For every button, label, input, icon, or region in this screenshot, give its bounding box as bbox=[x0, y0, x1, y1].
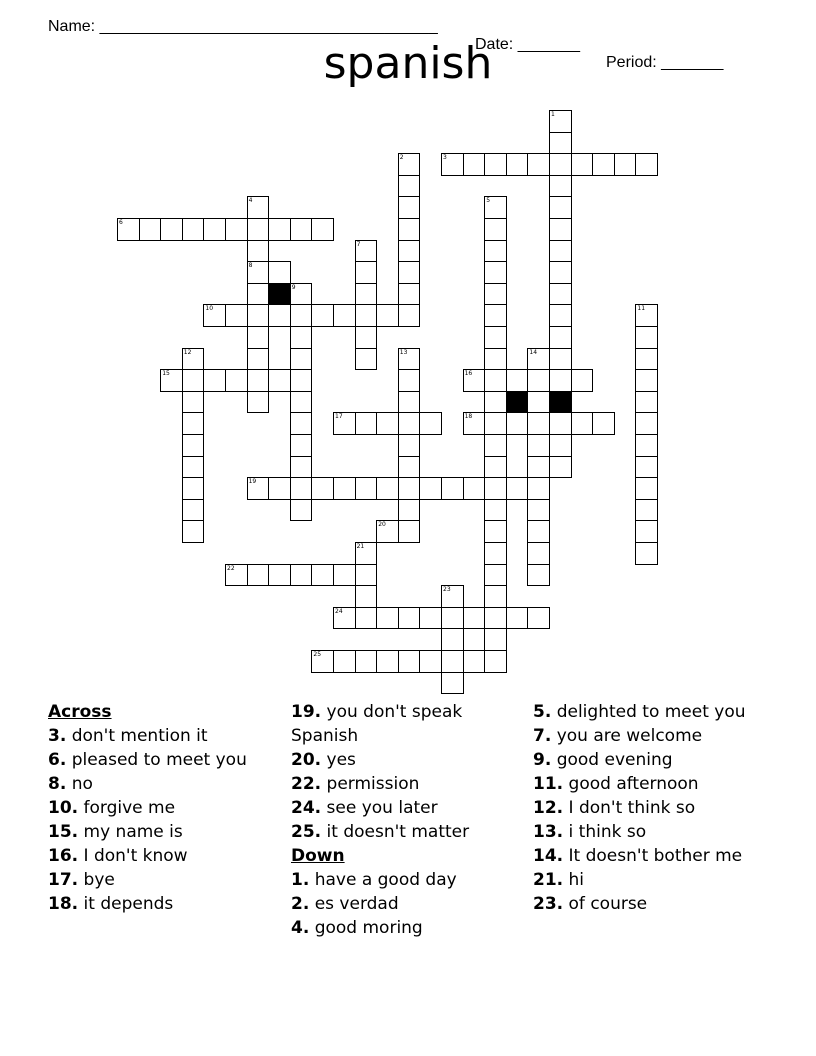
clue-number-label: 7 bbox=[356, 240, 361, 248]
grid-cell[interactable] bbox=[376, 304, 399, 327]
clue-text: no bbox=[66, 774, 93, 794]
clue-text: hi bbox=[563, 870, 585, 890]
grid-cell[interactable] bbox=[247, 240, 270, 263]
grid-cell[interactable] bbox=[247, 369, 270, 392]
grid-cell[interactable] bbox=[268, 261, 291, 284]
grid-cell[interactable] bbox=[376, 477, 399, 500]
clues-column-1 bbox=[48, 700, 278, 916]
grid-cell[interactable] bbox=[549, 153, 572, 176]
grid-cell[interactable] bbox=[203, 218, 226, 241]
clue-item bbox=[291, 796, 526, 820]
clue-item bbox=[291, 868, 526, 892]
grid-cell[interactable] bbox=[484, 499, 507, 522]
grid-cell[interactable] bbox=[441, 672, 464, 695]
clue-text: forgive me bbox=[78, 798, 176, 818]
clue-number: 17. bbox=[48, 870, 79, 890]
grid-cell[interactable] bbox=[333, 564, 356, 587]
clue-text: I don't think so bbox=[563, 798, 696, 818]
clue-number-label: 18 bbox=[464, 413, 473, 421]
grid-cell[interactable] bbox=[247, 326, 270, 349]
grid-cell[interactable] bbox=[484, 477, 507, 500]
period-field-label: Period: _______ bbox=[606, 54, 724, 71]
clue-number-label: 1 bbox=[551, 111, 555, 118]
date-field-label: Date: _______ bbox=[475, 36, 580, 53]
clue-text: good evening bbox=[551, 750, 673, 770]
grid-cell[interactable] bbox=[398, 369, 421, 392]
grid-cell[interactable] bbox=[355, 348, 378, 371]
grid-cell[interactable] bbox=[463, 650, 486, 673]
grid-cell[interactable] bbox=[182, 477, 205, 500]
clue-text: bye bbox=[78, 870, 115, 890]
clue-text: permission bbox=[321, 774, 420, 794]
clue-number-label: 13 bbox=[399, 348, 408, 356]
grid-cell[interactable] bbox=[484, 607, 507, 630]
grid-cell[interactable] bbox=[635, 434, 658, 457]
clue-number-label: 25 bbox=[313, 651, 322, 658]
grid-cell[interactable] bbox=[527, 434, 550, 457]
clue-item bbox=[48, 796, 278, 820]
grid-cell[interactable] bbox=[506, 412, 529, 435]
grid-cell[interactable] bbox=[549, 412, 572, 435]
clue-text: it depends bbox=[78, 894, 174, 914]
grid-cell[interactable] bbox=[635, 369, 658, 392]
clue-item bbox=[533, 868, 773, 892]
clue-text: pleased to meet you bbox=[66, 750, 247, 770]
clue-item bbox=[291, 916, 526, 940]
grid-cell[interactable] bbox=[139, 218, 162, 241]
grid-cell[interactable] bbox=[484, 240, 507, 263]
grid-cell[interactable] bbox=[549, 348, 572, 371]
grid-cell[interactable] bbox=[484, 391, 507, 414]
clue-number: 6. bbox=[48, 750, 67, 770]
grid-cell[interactable] bbox=[527, 477, 550, 500]
grid-cell[interactable] bbox=[333, 477, 356, 500]
clue-number: 21. bbox=[533, 870, 564, 890]
grid-cell[interactable] bbox=[398, 391, 421, 414]
black-square bbox=[549, 391, 572, 414]
clue-item bbox=[533, 892, 773, 916]
clue-number-label: 8 bbox=[248, 262, 253, 270]
clue-item bbox=[291, 700, 526, 748]
clue-number: 12. bbox=[533, 798, 564, 818]
grid-cell[interactable] bbox=[268, 477, 291, 500]
grid-cell[interactable] bbox=[290, 412, 313, 435]
clue-number-label: 22 bbox=[227, 564, 235, 572]
clue-number-label: 3 bbox=[443, 154, 447, 162]
clue-text: of course bbox=[563, 894, 648, 914]
grid-cell[interactable] bbox=[484, 520, 507, 543]
grid-cell[interactable] bbox=[484, 218, 507, 241]
grid-cell[interactable] bbox=[333, 650, 356, 673]
grid-cell[interactable] bbox=[355, 650, 378, 673]
grid-cell[interactable] bbox=[376, 607, 399, 630]
clue-item bbox=[291, 892, 526, 916]
grid-cell[interactable] bbox=[527, 153, 550, 176]
grid-cell[interactable] bbox=[290, 304, 313, 327]
grid-cell[interactable] bbox=[527, 564, 550, 587]
grid-cell[interactable] bbox=[398, 499, 421, 522]
grid-cell[interactable] bbox=[506, 369, 529, 392]
grid-cell[interactable] bbox=[182, 369, 205, 392]
grid-cell[interactable] bbox=[463, 477, 486, 500]
grid-cell[interactable] bbox=[398, 477, 421, 500]
clue-number: 1. bbox=[291, 870, 310, 890]
grid-cell[interactable] bbox=[247, 304, 270, 327]
grid-cell[interactable] bbox=[527, 391, 550, 414]
clue-item bbox=[533, 748, 773, 772]
grid-cell[interactable] bbox=[635, 391, 658, 414]
grid-cell[interactable] bbox=[549, 304, 572, 327]
grid-cell[interactable] bbox=[311, 218, 334, 241]
grid-cell[interactable] bbox=[635, 477, 658, 500]
grid-cell[interactable] bbox=[290, 477, 313, 500]
grid-cell[interactable] bbox=[549, 283, 572, 306]
grid-cell[interactable] bbox=[333, 304, 356, 327]
grid-cell[interactable] bbox=[247, 218, 270, 241]
grid-cell[interactable] bbox=[290, 348, 313, 371]
down-heading: Down bbox=[291, 846, 345, 866]
grid-cell[interactable] bbox=[484, 542, 507, 565]
grid-cell[interactable] bbox=[290, 218, 313, 241]
grid-cell[interactable] bbox=[182, 434, 205, 457]
clue-item bbox=[48, 868, 278, 892]
clue-number: 25. bbox=[291, 822, 322, 842]
clue-number: 11. bbox=[533, 774, 564, 794]
grid-cell[interactable] bbox=[247, 348, 270, 371]
clue-text: have a good day bbox=[309, 870, 457, 890]
grid-cell[interactable] bbox=[549, 456, 572, 479]
grid-cell[interactable] bbox=[398, 240, 421, 263]
page-title: spanish bbox=[323, 38, 493, 89]
grid-cell[interactable] bbox=[419, 477, 442, 500]
clue-number: 19. bbox=[291, 702, 322, 722]
grid-cell[interactable] bbox=[419, 607, 442, 630]
grid-cell[interactable] bbox=[398, 218, 421, 241]
grid-cell[interactable] bbox=[398, 412, 421, 435]
clue-number: 3. bbox=[48, 726, 67, 746]
grid-cell[interactable] bbox=[225, 218, 248, 241]
clue-text: you are welcome bbox=[551, 726, 703, 746]
clue-number-label: 15 bbox=[162, 370, 170, 378]
clue-text: see you later bbox=[321, 798, 438, 818]
grid-cell[interactable] bbox=[398, 283, 421, 306]
grid-cell[interactable] bbox=[398, 304, 421, 327]
grid-cell[interactable] bbox=[398, 434, 421, 457]
grid-cell[interactable] bbox=[571, 412, 594, 435]
grid-cell[interactable] bbox=[311, 564, 334, 587]
grid-cell[interactable] bbox=[419, 412, 442, 435]
grid-cell[interactable] bbox=[355, 283, 378, 306]
clue-item bbox=[48, 724, 278, 748]
clue-item bbox=[48, 748, 278, 772]
grid-cell[interactable] bbox=[549, 261, 572, 284]
grid-cell[interactable] bbox=[484, 369, 507, 392]
clue-text: It doesn't bother me bbox=[563, 846, 743, 866]
clue-item bbox=[533, 772, 773, 796]
grid-cell[interactable] bbox=[355, 585, 378, 608]
grid-cell[interactable] bbox=[441, 607, 464, 630]
clue-number-label: 16 bbox=[464, 370, 473, 378]
grid-cell[interactable] bbox=[398, 261, 421, 284]
grid-cell[interactable] bbox=[268, 369, 291, 392]
grid-cell[interactable] bbox=[290, 326, 313, 349]
grid-cell[interactable] bbox=[506, 477, 529, 500]
grid-cell[interactable] bbox=[311, 477, 334, 500]
grid-cell[interactable] bbox=[355, 477, 378, 500]
grid-cell[interactable] bbox=[182, 412, 205, 435]
grid-cell[interactable] bbox=[182, 499, 205, 522]
clue-number: 24. bbox=[291, 798, 322, 818]
clue-number: 22. bbox=[291, 774, 322, 794]
grid-cell[interactable] bbox=[355, 564, 378, 587]
clue-number-label: 14 bbox=[529, 348, 538, 356]
grid-cell[interactable] bbox=[398, 196, 421, 219]
grid-cell[interactable] bbox=[484, 283, 507, 306]
clue-number: 18. bbox=[48, 894, 79, 914]
clue-text: es verdad bbox=[309, 894, 399, 914]
grid-cell[interactable] bbox=[160, 218, 183, 241]
clue-number-label: 2 bbox=[399, 154, 404, 162]
grid-cell[interactable] bbox=[182, 391, 205, 414]
clue-number: 5. bbox=[533, 702, 552, 722]
clue-item bbox=[533, 796, 773, 820]
grid-cell[interactable] bbox=[571, 153, 594, 176]
grid-cell[interactable] bbox=[527, 520, 550, 543]
clue-number-label: 5 bbox=[486, 197, 491, 205]
grid-cell[interactable] bbox=[506, 153, 529, 176]
grid-cell[interactable] bbox=[268, 564, 291, 587]
grid-cell[interactable] bbox=[549, 175, 572, 198]
black-square bbox=[268, 283, 291, 306]
grid-cell[interactable] bbox=[182, 218, 205, 241]
clue-number: 16. bbox=[48, 846, 79, 866]
clue-number: 15. bbox=[48, 822, 79, 842]
grid-cell[interactable] bbox=[635, 499, 658, 522]
grid-cell[interactable] bbox=[484, 434, 507, 457]
clue-number: 13. bbox=[533, 822, 564, 842]
clues-column-2 bbox=[291, 700, 526, 940]
grid-cell[interactable] bbox=[268, 304, 291, 327]
grid-cell[interactable] bbox=[549, 240, 572, 263]
grid-cell[interactable] bbox=[463, 607, 486, 630]
grid-cell[interactable] bbox=[484, 261, 507, 284]
grid-cell[interactable] bbox=[635, 153, 658, 176]
clue-number: 8. bbox=[48, 774, 67, 794]
grid-cell[interactable] bbox=[290, 391, 313, 414]
clue-text: my name is bbox=[78, 822, 183, 842]
grid-cell[interactable] bbox=[225, 369, 248, 392]
clue-number-label: 12 bbox=[183, 348, 192, 356]
grid-cell[interactable] bbox=[527, 412, 550, 435]
clue-number: 2. bbox=[291, 894, 310, 914]
grid-cell[interactable] bbox=[527, 369, 550, 392]
grid-cell[interactable] bbox=[441, 628, 464, 651]
grid-cell[interactable] bbox=[484, 456, 507, 479]
grid-cell[interactable] bbox=[398, 650, 421, 673]
clue-number-label: 23 bbox=[443, 586, 451, 594]
grid-cell[interactable] bbox=[398, 607, 421, 630]
grid-cell[interactable] bbox=[203, 369, 226, 392]
grid-cell[interactable] bbox=[311, 304, 334, 327]
grid-cell[interactable] bbox=[290, 564, 313, 587]
grid-cell[interactable] bbox=[376, 650, 399, 673]
clue-number-label: 9 bbox=[291, 283, 296, 291]
clue-number: 20. bbox=[291, 750, 322, 770]
grid-cell[interactable] bbox=[355, 326, 378, 349]
clue-text: I don't know bbox=[78, 846, 188, 866]
grid-cell[interactable] bbox=[268, 218, 291, 241]
grid-cell[interactable] bbox=[635, 520, 658, 543]
grid-cell[interactable] bbox=[398, 520, 421, 543]
clue-item bbox=[533, 700, 773, 724]
grid-cell[interactable] bbox=[614, 153, 637, 176]
grid-cell[interactable] bbox=[527, 607, 550, 630]
clue-text: it doesn't matter bbox=[321, 822, 470, 842]
grid-cell[interactable] bbox=[484, 412, 507, 435]
black-square bbox=[506, 391, 529, 414]
clue-item bbox=[48, 820, 278, 844]
grid-cell[interactable] bbox=[484, 153, 507, 176]
clue-number-label: 4 bbox=[248, 197, 253, 205]
clue-item bbox=[291, 820, 526, 844]
clue-text: i think so bbox=[563, 822, 647, 842]
grid-cell[interactable] bbox=[635, 456, 658, 479]
clue-number-label: 17 bbox=[335, 413, 343, 421]
clue-item bbox=[533, 820, 773, 844]
clue-item bbox=[533, 724, 773, 748]
clue-text: delighted to meet you bbox=[551, 702, 746, 722]
clue-number-label: 24 bbox=[335, 607, 343, 615]
clue-number: 10. bbox=[48, 798, 79, 818]
grid-cell[interactable] bbox=[398, 175, 421, 198]
grid-cell[interactable] bbox=[484, 650, 507, 673]
clue-number-label: 10 bbox=[205, 305, 214, 313]
grid-cell[interactable] bbox=[355, 412, 378, 435]
grid-cell[interactable] bbox=[635, 542, 658, 565]
grid-cell[interactable] bbox=[355, 261, 378, 284]
clue-number-label: 6 bbox=[119, 219, 123, 226]
clue-item bbox=[291, 772, 526, 796]
clue-text: yes bbox=[321, 750, 356, 770]
grid-cell[interactable] bbox=[527, 542, 550, 565]
grid-cell[interactable] bbox=[484, 628, 507, 651]
clue-number: 7. bbox=[533, 726, 552, 746]
grid-cell[interactable] bbox=[592, 153, 615, 176]
grid-cell[interactable] bbox=[527, 456, 550, 479]
grid-cell[interactable] bbox=[419, 650, 442, 673]
grid-cell[interactable] bbox=[290, 499, 313, 522]
grid-cell[interactable] bbox=[549, 369, 572, 392]
grid-cell[interactable] bbox=[635, 326, 658, 349]
grid-cell[interactable] bbox=[398, 456, 421, 479]
grid-cell[interactable] bbox=[484, 348, 507, 371]
grid-cell[interactable] bbox=[247, 283, 270, 306]
clue-text: good afternoon bbox=[563, 774, 699, 794]
grid-cell[interactable] bbox=[376, 412, 399, 435]
grid-cell[interactable] bbox=[355, 304, 378, 327]
clue-text: you don't speak Spanish bbox=[291, 702, 463, 746]
grid-cell[interactable] bbox=[549, 132, 572, 155]
grid-cell[interactable] bbox=[290, 434, 313, 457]
grid-cell[interactable] bbox=[484, 326, 507, 349]
grid-cell[interactable] bbox=[441, 650, 464, 673]
grid-cell[interactable] bbox=[484, 564, 507, 587]
clue-number-label: 19 bbox=[248, 478, 257, 486]
grid-cell[interactable] bbox=[527, 499, 550, 522]
clue-number: 23. bbox=[533, 894, 564, 914]
grid-cell[interactable] bbox=[247, 391, 270, 414]
clue-item bbox=[48, 844, 278, 868]
grid-cell[interactable] bbox=[592, 412, 615, 435]
grid-cell[interactable] bbox=[484, 585, 507, 608]
clue-text: don't mention it bbox=[66, 726, 208, 746]
grid-cell[interactable] bbox=[571, 369, 594, 392]
grid-cell[interactable] bbox=[290, 456, 313, 479]
grid-cell[interactable] bbox=[635, 412, 658, 435]
clue-number: 14. bbox=[533, 846, 564, 866]
clue-number-label: 21 bbox=[356, 543, 365, 550]
across-heading: Across bbox=[48, 702, 112, 722]
grid-cell[interactable] bbox=[355, 607, 378, 630]
name-field-label: Name: ______________________________________ bbox=[48, 18, 438, 35]
grid-cell[interactable] bbox=[635, 348, 658, 371]
clue-text: good moring bbox=[309, 918, 423, 938]
grid-cell[interactable] bbox=[290, 369, 313, 392]
clue-number-label: 11 bbox=[637, 305, 646, 313]
grid-cell[interactable] bbox=[247, 564, 270, 587]
clue-item bbox=[48, 892, 278, 916]
clue-number: 4. bbox=[291, 918, 310, 938]
clue-item bbox=[533, 844, 773, 868]
grid-cell[interactable] bbox=[549, 326, 572, 349]
clue-number-label: 20 bbox=[378, 521, 386, 529]
grid-cell[interactable] bbox=[549, 434, 572, 457]
grid-cell[interactable] bbox=[549, 218, 572, 241]
grid-cell[interactable] bbox=[484, 304, 507, 327]
grid-cell[interactable] bbox=[506, 607, 529, 630]
clue-item bbox=[291, 748, 526, 772]
clues-column-3 bbox=[533, 700, 773, 916]
grid-cell[interactable] bbox=[463, 153, 486, 176]
grid-cell[interactable] bbox=[182, 520, 205, 543]
grid-cell[interactable] bbox=[441, 477, 464, 500]
grid-cell[interactable] bbox=[549, 196, 572, 219]
clue-item bbox=[48, 772, 278, 796]
grid-cell[interactable] bbox=[182, 456, 205, 479]
clue-number: 9. bbox=[533, 750, 552, 770]
grid-cell[interactable] bbox=[225, 304, 248, 327]
